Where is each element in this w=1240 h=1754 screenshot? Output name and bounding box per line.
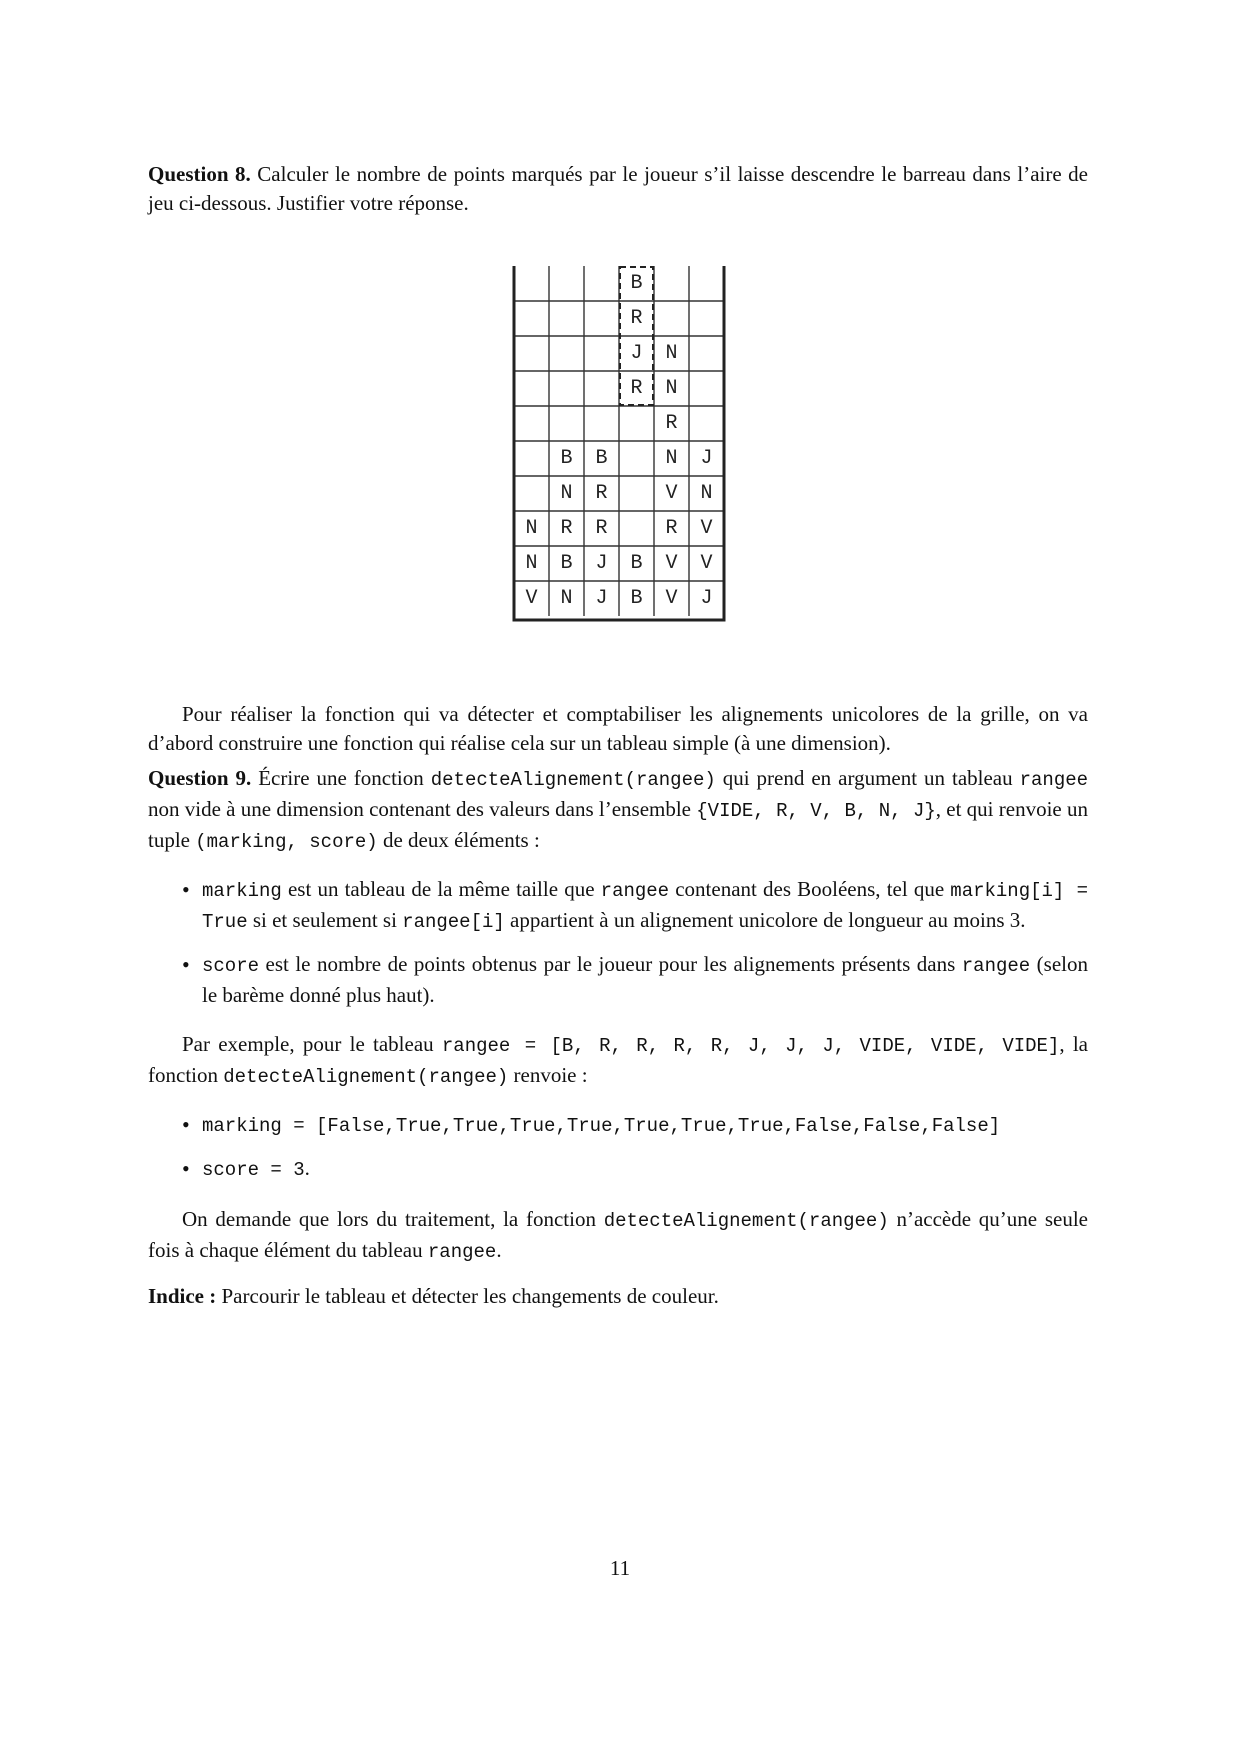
game-grid [512, 266, 726, 622]
code-score-output: score = 3 [202, 1159, 305, 1181]
question-9-text: de deux éléments : [377, 828, 540, 852]
constraint-text: On demande que lors du traitement, la fonction [182, 1207, 604, 1231]
grid-cell: J [700, 587, 713, 610]
list-item [148, 1110, 1088, 1141]
hint-text: Parcourir le tableau et détecter les changements de couleur. [216, 1284, 719, 1308]
return-description-list [148, 875, 1088, 1010]
intro-paragraph: Pour réaliser la fonction qui va détecter et comptabiliser les alignements unicolores de la grille, on va d’abord construire une fonction qui réalise cela sur un tableau simple (à une dimension). [148, 702, 1088, 755]
hint-paragraph [148, 1282, 1088, 1311]
grid-cell: R [595, 517, 608, 540]
function-name: detecteAlignement(rangee) [223, 1066, 509, 1088]
list-item [148, 875, 1088, 937]
grid-cell: N [525, 552, 538, 575]
example-text: Par exemple, pour le tableau [182, 1032, 442, 1056]
question-9-text: non vide à une dimension contenant des valeurs dans l’ensemble [148, 797, 697, 821]
return-tuple: (marking, score) [195, 831, 378, 853]
code-rangee: rangee [600, 880, 670, 902]
list-text: (selon le barème donné plus haut). [202, 952, 1089, 1007]
grid-cell: N [665, 447, 678, 470]
constraint-text: n’accède qu’une seule fois à chaque élément du tableau [148, 1207, 1088, 1262]
code-marking: marking [202, 880, 282, 902]
grid-cell: B [595, 447, 608, 470]
list-item [148, 950, 1088, 1010]
question-8 [148, 160, 1088, 218]
list-text: est un tableau de la même taille que [281, 877, 601, 901]
function-name: detecteAlignement(rangee) [603, 1210, 889, 1232]
grid-cell: N [665, 377, 678, 400]
grid-cell: R [630, 307, 643, 330]
grid-cell: V [665, 482, 678, 505]
question-9-text: Écrire une fonction [258, 766, 431, 790]
code-rangee: rangee [427, 1241, 497, 1263]
grid-cell: V [665, 587, 678, 610]
page-number: 11 [609, 1556, 631, 1580]
list-text: . [304, 1156, 310, 1180]
grid-cell: N [560, 587, 573, 610]
grid-cell: R [630, 377, 643, 400]
list-item [148, 1154, 1088, 1185]
example-text: , la fonction [148, 1032, 1088, 1087]
grid-cell: J [595, 587, 608, 610]
question-9-text: , et qui renvoie un tuple [148, 797, 1088, 852]
grid-cell: N [665, 342, 678, 365]
grid-cell: B [630, 587, 643, 610]
code-rangee-i: rangee[i] [402, 911, 505, 933]
question-9 [148, 764, 1088, 857]
grid-cell: J [700, 447, 713, 470]
question-9-text: qui prend en argument un tableau [715, 766, 1020, 790]
code-rangee: rangee [1019, 769, 1089, 791]
list-text: est le nombre de points obtenus par le joueur pour les alignements présents dans [259, 952, 962, 976]
grid-cell: B [560, 552, 573, 575]
question-9-label: Question 9. [148, 766, 252, 790]
value-set: {VIDE, R, V, B, N, J} [696, 800, 936, 822]
grid-cell: V [525, 587, 538, 610]
grid-cell: R [665, 412, 678, 435]
grid-cell: B [560, 447, 573, 470]
grid-cell: R [595, 482, 608, 505]
grid-cell: J [595, 552, 608, 575]
constraint-paragraph [148, 1205, 1088, 1267]
grid-cell: B [630, 552, 643, 575]
grid-cell: V [665, 552, 678, 575]
constraint-text: . [496, 1238, 502, 1262]
example-output-list [148, 1110, 1088, 1185]
question-8-text: Calculer le nombre de points marqués par le joueur s’il laisse descendre le barreau dans l’aire de jeu ci-dessous. Justifier votre réponse. [148, 162, 1089, 215]
grid-cell: N [525, 517, 538, 540]
example-paragraph [148, 1030, 1088, 1092]
grid-cell: N [700, 482, 713, 505]
question-8-label: Question 8. [148, 162, 251, 186]
grid-cell: R [665, 517, 678, 540]
page-content [148, 160, 1088, 1311]
hint-label: Indice : [148, 1284, 217, 1308]
grid-cell: V [700, 552, 713, 575]
code-rangee: rangee [961, 955, 1031, 977]
function-name: detecteAlignement(rangee) [430, 769, 716, 791]
grid-cell: N [560, 482, 573, 505]
example-text: renvoie : [508, 1063, 588, 1087]
list-text: contenant des Booléens, tel que [669, 877, 951, 901]
list-text: si et seulement si [247, 908, 403, 932]
grid-cell: R [560, 517, 573, 540]
grid-cell: B [630, 272, 643, 295]
code-score: score [202, 955, 260, 977]
grid-cell: V [700, 517, 713, 540]
code-example-rangee: rangee = [B, R, R, R, R, J, J, J, VIDE, VIDE, VIDE] [441, 1035, 1060, 1057]
grid-cell: J [630, 342, 643, 365]
list-text: appartient à un alignement unicolore de longueur au moins 3. [504, 908, 1026, 932]
code-marking-true: marking[i] = True [202, 880, 1089, 933]
code-marking-output: marking = [False,True,True,True,True,True,True,True,False,False,False] [202, 1115, 1001, 1137]
